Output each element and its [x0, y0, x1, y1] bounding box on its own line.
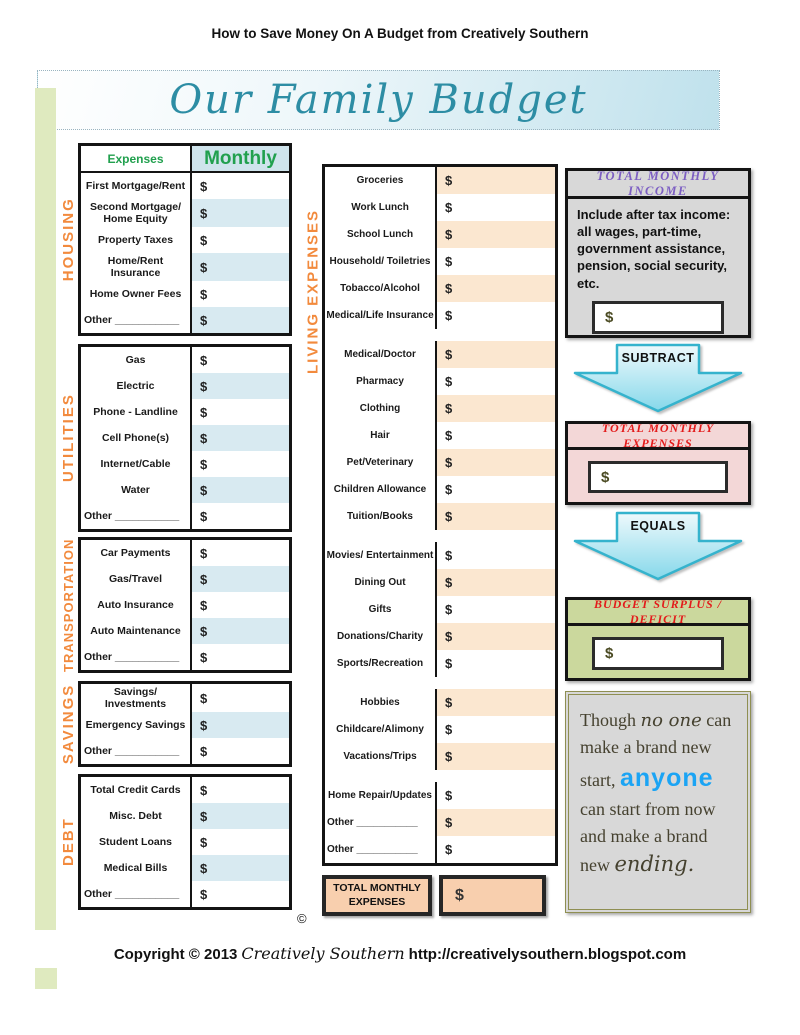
- amount-cell[interactable]: $: [437, 275, 555, 302]
- expense-label: Other ___________: [81, 503, 192, 529]
- total-monthly-income-title: TOTAL MONTHLY INCOME: [568, 171, 748, 199]
- expense-label: Pharmacy: [325, 368, 437, 395]
- expense-label: Auto Insurance: [81, 592, 192, 618]
- expense-label: Other ___________: [81, 307, 192, 333]
- expense-row: [325, 449, 555, 476]
- expenses-amount-input[interactable]: $: [588, 461, 728, 493]
- subtract-label: SUBTRACT: [621, 351, 695, 365]
- expense-label: Tuition/Books: [325, 503, 437, 530]
- expense-row: [81, 684, 289, 712]
- amount-cell[interactable]: $: [192, 307, 289, 333]
- expense-label: Groceries: [325, 167, 437, 194]
- housing-section: [60, 143, 292, 336]
- equals-arrow: [565, 511, 751, 583]
- expense-label: Hobbies: [325, 689, 437, 716]
- expense-row: [325, 248, 555, 275]
- quote-text: can start from now and make a brand new: [580, 799, 716, 875]
- amount-cell[interactable]: $: [192, 373, 289, 399]
- expense-label: School Lunch: [325, 221, 437, 248]
- quote-text: Though: [580, 710, 641, 730]
- amount-cell[interactable]: $: [192, 477, 289, 503]
- expense-row: [325, 542, 555, 569]
- total-monthly-income-box: [565, 168, 751, 338]
- monthly-column-header: Monthly: [192, 146, 289, 171]
- budget-surplus-deficit-title: BUDGET SURPLUS / DEFICIT: [568, 600, 748, 626]
- expense-row: [81, 644, 289, 670]
- expense-row: [81, 803, 289, 829]
- expense-row: [325, 167, 555, 194]
- expense-row: [81, 592, 289, 618]
- expense-row: [81, 477, 289, 503]
- total-monthly-expenses-box: [565, 421, 751, 505]
- footer-accent-chip: [35, 968, 57, 989]
- expense-row: [325, 623, 555, 650]
- expense-label: Water: [81, 477, 192, 503]
- amount-cell[interactable]: $: [200, 508, 208, 524]
- expense-label: Tobacco/Alcohol: [325, 275, 437, 302]
- expense-label: Children Allowance: [325, 476, 437, 503]
- expense-label: Medical Bills: [81, 855, 192, 881]
- expense-row: [325, 782, 555, 809]
- expense-label: Clothing: [325, 395, 437, 422]
- expense-label: Internet/Cable: [81, 451, 192, 477]
- expense-label: First Mortgage/Rent: [81, 173, 192, 199]
- expense-label: Cell Phone(s): [81, 425, 192, 451]
- total-monthly-expenses-label: TOTAL MONTHLY EXPENSES: [322, 875, 432, 916]
- quote-text: ending.: [614, 851, 695, 876]
- amount-cell[interactable]: $: [437, 221, 555, 248]
- quote-highlight: anyone: [620, 764, 714, 793]
- amount-cell[interactable]: $: [437, 689, 555, 716]
- left-accent-bar: [35, 88, 56, 930]
- expense-label: Home/Rent Insurance: [81, 253, 192, 281]
- amount-cell[interactable]: $: [445, 200, 453, 215]
- expense-row: [325, 221, 555, 248]
- expense-label: Electric: [81, 373, 192, 399]
- expense-row: [81, 199, 289, 227]
- expense-label: Medical/Life Insurance: [325, 302, 437, 329]
- surplus-amount-input[interactable]: $: [592, 637, 724, 670]
- expense-label: Hair: [325, 422, 437, 449]
- expense-row: [325, 395, 555, 422]
- expense-label: Car Payments: [81, 540, 192, 566]
- expense-label: Other ___________: [81, 644, 192, 670]
- budget-surplus-deficit-box: [565, 597, 751, 681]
- savings-section-label: SAVINGS: [60, 684, 77, 765]
- expense-row: [81, 307, 289, 333]
- expense-label: Childcare/Alimony: [325, 716, 437, 743]
- expense-row: [325, 809, 555, 836]
- expense-row: [81, 881, 289, 907]
- debt-section: [60, 774, 292, 910]
- expense-row: [325, 689, 555, 716]
- amount-cell[interactable]: $: [192, 712, 289, 738]
- amount-cell[interactable]: $: [445, 254, 453, 269]
- expense-row: [325, 650, 555, 677]
- amount-cell[interactable]: $: [445, 656, 453, 671]
- utilities-section-label: UTILITIES: [60, 393, 77, 483]
- amount-cell[interactable]: $: [200, 743, 208, 759]
- living-expenses-column: [304, 164, 558, 916]
- amount-cell[interactable]: $: [445, 374, 453, 389]
- amount-cell[interactable]: $: [437, 743, 555, 770]
- expense-label: Student Loans: [81, 829, 192, 855]
- expense-label: Other ___________: [81, 738, 192, 764]
- expense-label: Gifts: [325, 596, 437, 623]
- expense-table-header: [81, 146, 289, 173]
- expense-label: Misc. Debt: [81, 803, 192, 829]
- expense-label: Dining Out: [325, 569, 437, 596]
- expense-row: [325, 275, 555, 302]
- expense-label: Other ___________: [325, 836, 437, 863]
- expense-label: Sports/Recreation: [325, 650, 437, 677]
- expense-row: [81, 399, 289, 425]
- amount-cell[interactable]: $: [437, 809, 555, 836]
- housing-section-label: HOUSING: [60, 197, 77, 282]
- expense-row: [81, 618, 289, 644]
- amount-cell[interactable]: $: [437, 395, 555, 422]
- total-monthly-expenses-title: TOTAL MONTHLY EXPENSES: [568, 424, 748, 450]
- expense-label: Home Repair/Updates: [325, 782, 437, 809]
- page-title: How to Save Money On A Budget from Creatively Southern: [211, 26, 589, 41]
- expense-row: [325, 743, 555, 770]
- copyright-text: Copyright © 2013: [113, 946, 238, 963]
- expense-row: [325, 422, 555, 449]
- expense-row: [325, 368, 555, 395]
- expense-label: Medical/Doctor: [325, 341, 437, 368]
- expense-row: [81, 281, 289, 307]
- expense-label: Gas/Travel: [81, 566, 192, 592]
- savings-section: [60, 681, 292, 767]
- expense-row: [81, 425, 289, 451]
- expense-row: [81, 503, 289, 529]
- expense-row: [81, 540, 289, 566]
- income-description: Include after tax income: all wages, part-time, government assistance, pension, social security, etc.: [577, 207, 731, 291]
- expense-label: Property Taxes: [81, 227, 192, 253]
- amount-cell[interactable]: $: [437, 623, 555, 650]
- amount-cell[interactable]: $: [200, 597, 208, 613]
- expense-row: [81, 777, 289, 803]
- expense-row: [81, 712, 289, 738]
- expense-label: Savings/ Investments: [81, 684, 192, 712]
- equals-label: EQUALS: [630, 519, 686, 533]
- amount-cell[interactable]: $: [437, 167, 555, 194]
- expense-row: [81, 829, 289, 855]
- expense-row: [81, 855, 289, 881]
- income-amount-input[interactable]: $: [592, 301, 724, 334]
- total-monthly-expenses-amount[interactable]: $: [439, 875, 546, 916]
- quote-text: can make a brand new start,: [580, 710, 732, 791]
- amount-cell[interactable]: $: [200, 456, 208, 472]
- banner: [37, 70, 720, 130]
- expense-row: [81, 738, 289, 764]
- expense-row: [81, 173, 289, 199]
- expense-row: [81, 566, 289, 592]
- living-expenses-section-label: LIVING EXPENSES: [304, 208, 322, 374]
- expense-row: [325, 716, 555, 743]
- expense-row: [81, 227, 289, 253]
- amount-cell[interactable]: $: [192, 566, 289, 592]
- amount-cell[interactable]: $: [437, 569, 555, 596]
- brand-name: Creatively Southern: [241, 944, 405, 963]
- expense-label: Household/ Toiletries: [325, 248, 437, 275]
- amount-cell[interactable]: $: [200, 782, 208, 798]
- amount-cell[interactable]: $: [200, 232, 208, 248]
- amount-cell[interactable]: $: [192, 425, 289, 451]
- amount-cell[interactable]: $: [200, 834, 208, 850]
- expense-label: Home Owner Fees: [81, 281, 192, 307]
- debt-section-label: DEBT: [60, 817, 77, 867]
- amount-cell[interactable]: $: [445, 482, 453, 497]
- quote-box: [565, 691, 751, 913]
- utilities-section: [60, 344, 292, 532]
- expense-row: [325, 302, 555, 329]
- expense-label: Work Lunch: [325, 194, 437, 221]
- amount-cell[interactable]: $: [445, 428, 453, 443]
- transportation-section: [61, 537, 292, 673]
- amount-cell[interactable]: $: [437, 341, 555, 368]
- expense-label: Vacations/Trips: [325, 743, 437, 770]
- amount-cell[interactable]: $: [445, 788, 453, 803]
- transportation-section-label: TRANSPORTATION: [61, 538, 76, 672]
- amount-cell[interactable]: $: [437, 503, 555, 530]
- summary-column: [565, 168, 751, 913]
- amount-cell[interactable]: $: [445, 602, 453, 617]
- amount-cell[interactable]: $: [200, 886, 208, 902]
- expense-label: Donations/Charity: [325, 623, 437, 650]
- expense-row: [81, 373, 289, 399]
- expense-row: [325, 503, 555, 530]
- amount-cell[interactable]: $: [192, 199, 289, 227]
- amount-cell[interactable]: $: [200, 286, 208, 302]
- expense-label: Gas: [81, 347, 192, 373]
- subtract-arrow: [565, 343, 751, 415]
- amount-cell[interactable]: $: [192, 618, 289, 644]
- expense-label: Second Mortgage/ Home Equity: [81, 199, 192, 227]
- amount-cell[interactable]: $: [200, 690, 208, 706]
- banner-title: Our Family Budget: [169, 77, 588, 123]
- expense-label: Pet/Veterinary: [325, 449, 437, 476]
- amount-cell[interactable]: $: [192, 803, 289, 829]
- total-monthly-expenses-row: [322, 875, 558, 916]
- amount-cell[interactable]: $: [200, 352, 208, 368]
- quote-text: no one: [640, 710, 702, 731]
- expense-row: [325, 341, 555, 368]
- living-expenses-table: [304, 164, 558, 866]
- expense-row: [325, 596, 555, 623]
- expense-row: [81, 253, 289, 281]
- amount-cell[interactable]: $: [445, 308, 453, 323]
- expense-label: Total Credit Cards: [81, 777, 192, 803]
- expense-label: Phone - Landline: [81, 399, 192, 425]
- expenses-column-header: Expenses: [81, 146, 192, 171]
- amount-cell[interactable]: $: [200, 178, 208, 194]
- amount-cell[interactable]: $: [192, 855, 289, 881]
- expense-row: [81, 451, 289, 477]
- expense-row: [325, 194, 555, 221]
- expense-label: Auto Maintenance: [81, 618, 192, 644]
- expense-label: Emergency Savings: [81, 712, 192, 738]
- expense-label: Other ___________: [81, 881, 192, 907]
- expense-label: Other ___________: [325, 809, 437, 836]
- expense-row: [325, 476, 555, 503]
- amount-cell[interactable]: $: [445, 842, 453, 857]
- copyright-url: http://creativelysouthern.blogspot.com: [408, 946, 687, 963]
- amount-cell[interactable]: $: [200, 649, 208, 665]
- amount-cell[interactable]: $: [200, 545, 208, 561]
- copyright-symbol: ©: [297, 911, 307, 926]
- expense-row: [81, 347, 289, 373]
- amount-cell[interactable]: $: [445, 548, 453, 563]
- amount-cell[interactable]: $: [192, 253, 289, 281]
- footer-copyright: [0, 944, 800, 963]
- expense-row: [325, 836, 555, 863]
- amount-cell[interactable]: $: [200, 404, 208, 420]
- expense-label: Movies/ Entertainment: [325, 542, 437, 569]
- expense-row: [325, 569, 555, 596]
- amount-cell[interactable]: $: [437, 449, 555, 476]
- amount-cell[interactable]: $: [445, 722, 453, 737]
- fixed-expenses-column: [60, 143, 292, 910]
